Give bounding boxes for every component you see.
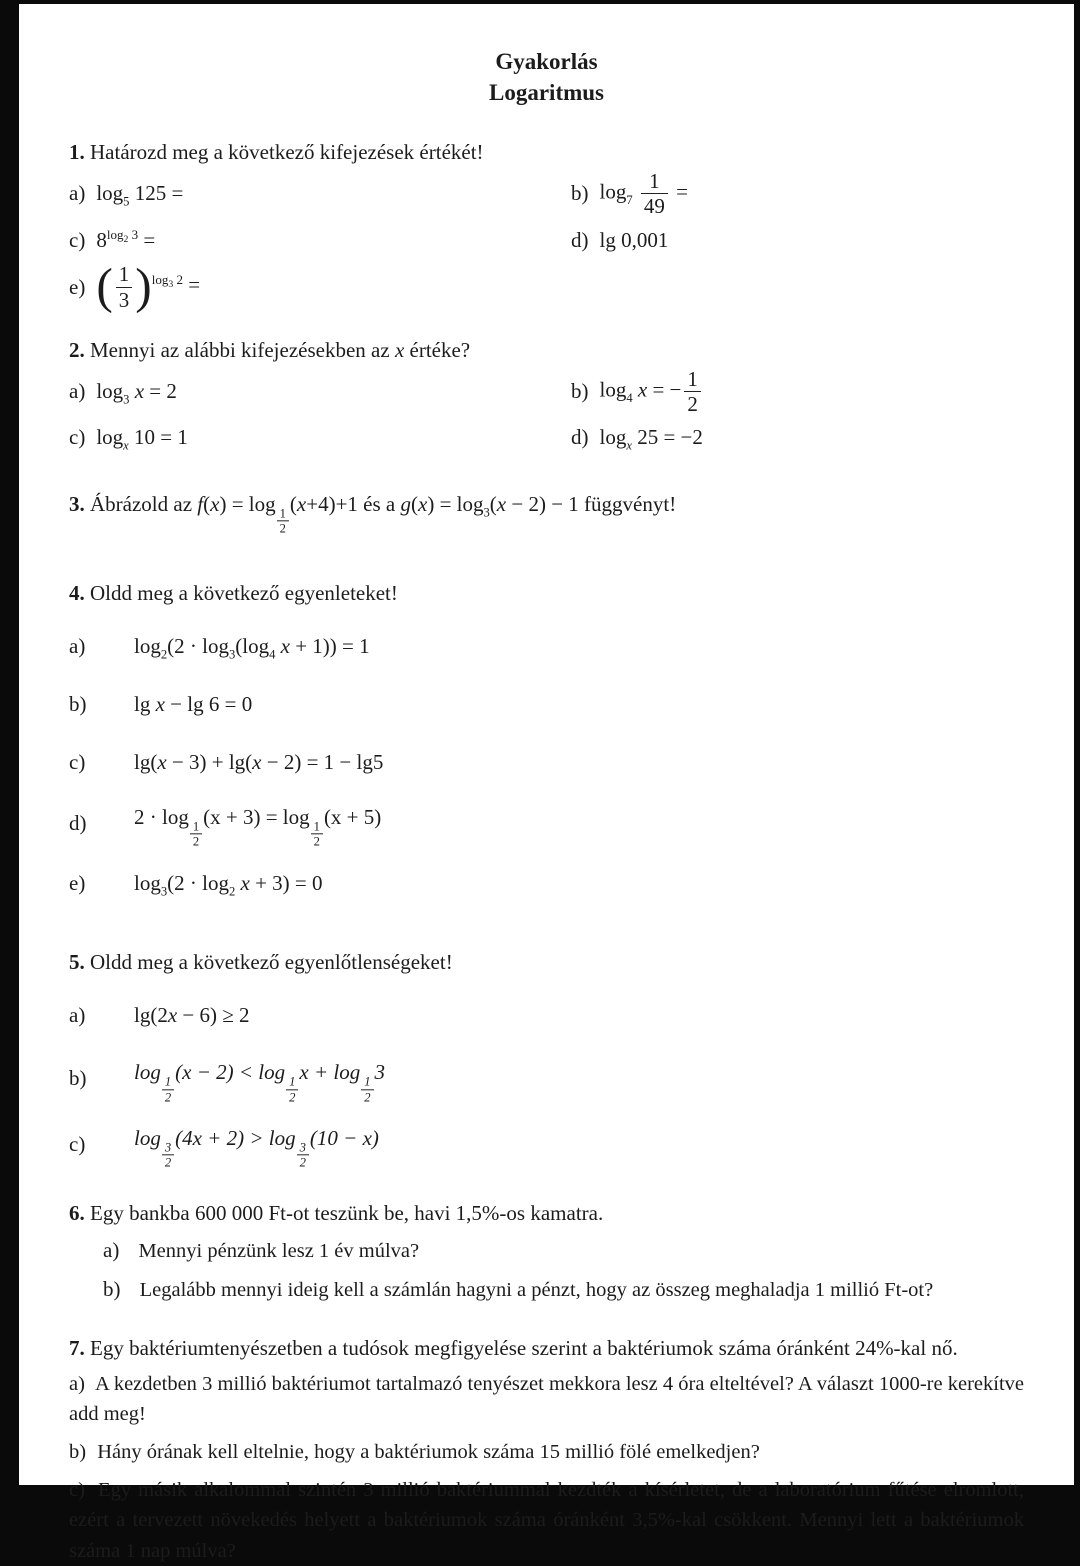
part-1b-label: b) (571, 181, 589, 206)
part-4a-label: a) (69, 633, 86, 658)
part-1c-label: c) (69, 227, 86, 252)
problem-7-prompt: Egy baktériumtenyészetben a tudósok megfigyelése szerint a baktériumok száma óránként 24%-kal nő. (90, 1335, 958, 1360)
problem-7-parts (69, 1369, 1024, 1566)
problem-2-row-ab (69, 368, 1024, 415)
part-6b (69, 1275, 1024, 1305)
part-1b-expression: $\log_7$ $\frac{1}{49}$ = (599, 169, 688, 219)
problem-1-number: 1. (69, 140, 85, 165)
page-title (69, 46, 1024, 108)
part-1d (571, 219, 1024, 261)
title-line-2: Logaritmus (489, 80, 604, 106)
part-4a-expression: $\log_2(2 \cdot \log_3(\log_4$ x + 1)) = 1 (134, 633, 370, 662)
part-7a (69, 1369, 1024, 1429)
problem-1-prompt: Határozd meg a következő kifejezések értékét! (90, 140, 484, 165)
problem-1-parts (69, 169, 1024, 315)
part-4b (69, 689, 1024, 719)
worksheet-page (19, 4, 1074, 1562)
part-1d-expression: lg 0,001 (599, 227, 669, 252)
part-2c-expression: $\log_x 10 = 1$ (96, 425, 188, 454)
problem-3-number: 3. (69, 491, 85, 516)
problem-7-heading (69, 1335, 1024, 1362)
part-5a-label: a) (69, 1002, 86, 1027)
problem-1-row-cd (69, 219, 1024, 261)
part-1d-label: d) (571, 227, 589, 252)
part-4a (69, 631, 1024, 661)
part-5c (69, 1126, 1024, 1170)
part-2a-label: a) (69, 378, 86, 403)
problem-3-prompt: Ábrázold az f(x) = log $_{\frac{1}{2}}$ (x+4)+1 és a $g(x) = \log_3(x - 2) - 1$ függvényt! (90, 491, 677, 536)
part-5b-expression: log $_{\frac{1}{2}}$ (x − 2) < log $_{\frac{1}{2}}$ x + log $_{\frac{1}{2}}$ 3 (134, 1060, 386, 1104)
problem-2-parts (69, 368, 1024, 459)
part-4d (69, 805, 1024, 849)
part-4c-label: c) (69, 749, 86, 774)
problem-2-prompt: Mennyi az alábbi kifejezésekben az x értéke? (90, 337, 471, 362)
problem-3-heading (69, 491, 1024, 542)
part-2a-expression: $\log_3 x = 2$ (96, 378, 177, 407)
problem-6-parts (69, 1236, 1024, 1304)
part-7b (69, 1437, 1024, 1467)
problem-6-heading (69, 1200, 1024, 1227)
part-2b-expression: $\log_4 x$ = − $\frac{1}{2}$ (600, 368, 704, 415)
part-6b-text: Legalább mennyi ideig kell a számlán hagyni a pénzt, hogy az összeg meghaladja 1 millió Ft-ot? (139, 1278, 934, 1301)
problem-5-heading (69, 949, 1024, 976)
part-2b-label: b) (571, 378, 589, 403)
problem-4-number: 4. (69, 580, 85, 605)
part-2d-expression: $\log_x 25 = -2$ (599, 425, 703, 454)
part-2c-label: c) (69, 425, 86, 450)
part-2d (571, 417, 1024, 459)
part-6b-label: b) (103, 1276, 121, 1301)
part-4e (69, 869, 1024, 899)
part-4c (69, 747, 1024, 777)
problem-5-number: 5. (69, 949, 85, 974)
part-5b (69, 1060, 1024, 1104)
part-7b-text: Hány órának kell eltelnie, hogy a baktériumok száma 15 millió fölé emelkedjen? (97, 1441, 760, 1464)
part-4d-expression: 2 · log $_{\frac{1}{2}}$ (x + 3) = log $_{\frac{1}{2}}$ (x + 5) (134, 805, 382, 849)
part-4e-expression: $\log_3(2 \cdot \log_2 x + 3) = 0$ (134, 871, 323, 900)
problem-4-parts (69, 631, 1024, 899)
part-1c (69, 219, 571, 261)
problem-5-parts (69, 1000, 1024, 1170)
part-7c-text: Egy másik alkalommal szintén 3 millió baktériummal kezdték a kísérletet, de a laboratórium fűtése elromlott, ezért a tervezett növekedés helyett a baktériumok száma óránként 3,5%-kal csökkent. Mennyi lett a baktériumok száma 1 nap múlva? (69, 1479, 1024, 1562)
problem-2-number: 2. (69, 337, 85, 362)
part-5a-expression: lg(2x − 6) ≥ 2 (134, 1002, 250, 1027)
part-1e-label: e) (69, 274, 86, 299)
part-6a-text: Mennyi pénzünk lesz 1 év múlva? (138, 1240, 420, 1263)
part-7c-label: c) (69, 1479, 85, 1502)
problem-2-row-cd (69, 417, 1024, 459)
problem-1-row-ab (69, 170, 1024, 217)
part-7c (69, 1475, 1024, 1565)
part-2a (69, 368, 571, 415)
part-1a (69, 170, 571, 217)
part-2b (571, 368, 1024, 415)
problem-2-heading (69, 337, 1024, 364)
part-1a-expression: $\log_5 125$ = (96, 181, 184, 210)
part-4c-expression: lg(x − 3) + lg(x − 2) = 1 − lg5 (134, 749, 384, 774)
problem-7-number: 7. (69, 1335, 85, 1360)
problem-4-heading (69, 580, 1024, 607)
title-line-1: Gyakorlás (495, 49, 598, 74)
part-7a-label: a) (69, 1372, 85, 1395)
part-7a-text: A kezdetben 3 millió baktériumot tartalmazó tenyészet mekkora lesz 4 óra elteltével? A választ 1000-re kerekítve add meg! (69, 1372, 1025, 1426)
problem-1-heading (69, 139, 1024, 166)
part-4d-label: d) (69, 810, 87, 835)
part-4e-label: e) (69, 871, 86, 896)
part-6a-label: a) (103, 1238, 120, 1263)
part-5b-label: b) (69, 1065, 87, 1090)
part-7b-label: b) (69, 1441, 87, 1464)
part-1b (571, 170, 1024, 217)
part-5c-label: c) (69, 1131, 86, 1156)
problem-6-number: 6. (69, 1201, 85, 1225)
part-4b-label: b) (69, 691, 87, 716)
problem-4-prompt: Oldd meg a következő egyenleteket! (90, 580, 398, 605)
problem-5-prompt: Oldd meg a következő egyenlőtlenségeket! (90, 949, 453, 974)
problem-6-prompt: Egy bankba 600 000 Ft-ot teszünk be, havi 1,5%-os kamatra. (90, 1201, 604, 1225)
part-5a (69, 1000, 1024, 1030)
part-1c-expression: $8^{log_2 3}$ = (96, 227, 156, 252)
part-1e-expression: ( $\frac{1}{3}$ )$^{log_3 2}$ = (96, 259, 201, 315)
part-1e (69, 259, 571, 315)
part-6a (69, 1236, 1024, 1266)
problem-1-row-e (69, 259, 1024, 315)
part-1a-label: a) (69, 181, 86, 206)
part-2d-label: d) (571, 425, 589, 450)
part-5c-expression: log $_{\frac{3}{2}}$ (4x + 2) > log $_{\frac{3}{2}}$ (10 − x) (134, 1126, 379, 1170)
part-4b-expression: lg x − lg 6 = 0 (134, 691, 253, 716)
part-2c (69, 417, 571, 459)
